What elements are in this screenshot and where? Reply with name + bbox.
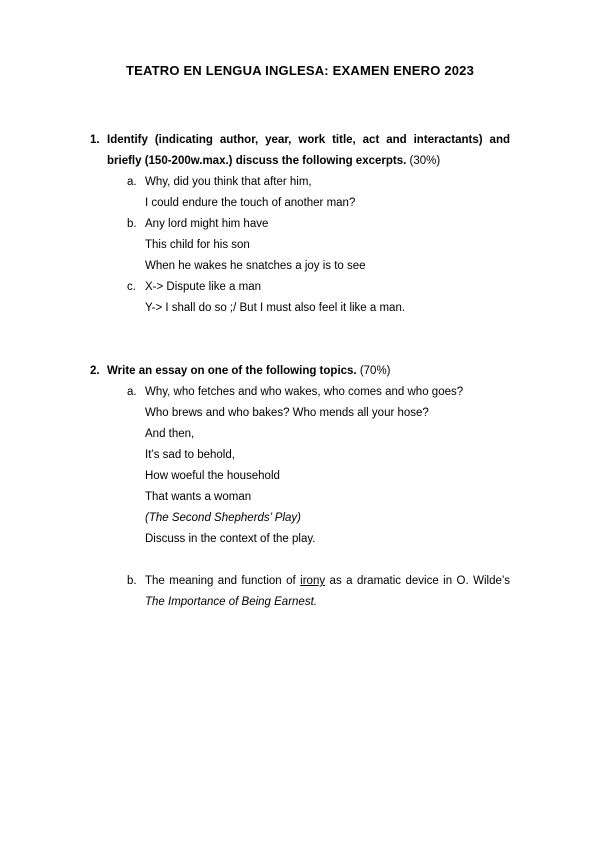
question-1 (90, 130, 510, 319)
question-2 (90, 361, 510, 613)
excerpt-line: Why, did you think that after him, (145, 176, 312, 188)
excerpt-a-content (145, 172, 510, 214)
question-1-prompt-line: Identify (indicating author, year, work title, act and interactants) and (107, 134, 510, 146)
topic-line: Why, who fetches and who wakes, who comes and who goes? (145, 386, 464, 398)
excerpt-a (127, 172, 510, 214)
topic-a-content (145, 382, 510, 550)
question-1-prompt-line (107, 151, 510, 172)
excerpt-c-label: c. (127, 281, 136, 293)
topic-a (127, 382, 510, 550)
question-1-excerpts (127, 172, 510, 319)
topic-b-label: b. (127, 575, 137, 587)
excerpt-c-content (145, 277, 510, 319)
topic-b (127, 571, 510, 613)
topic-b-underlined-word: irony (300, 575, 326, 587)
topic-line (145, 571, 510, 592)
question-2-number: 2. (90, 365, 100, 377)
topic-b-content (145, 571, 510, 613)
topic-line: Who brews and who bakes? Who mends all your hose? (145, 407, 429, 419)
question-1-prompt (107, 130, 510, 172)
topic-line: It’s sad to behold, (145, 449, 235, 461)
excerpt-line: X-> Dispute like a man (145, 281, 262, 293)
question-1-header (90, 130, 510, 172)
excerpt-b (127, 214, 510, 277)
question-2-weight: (70%) (359, 365, 391, 377)
topic-line: How woeful the household (145, 470, 280, 482)
excerpt-line: Any lord might him have (145, 218, 269, 230)
question-2-topics (127, 382, 510, 613)
excerpt-line: I could endure the touch of another man? (145, 197, 356, 209)
excerpt-a-label: a. (127, 176, 137, 188)
excerpt-line: Y-> I shall do so ;/ But I must also feel it like a man. (145, 302, 406, 314)
excerpt-line: When he wakes he snatches a joy is to see (145, 260, 366, 272)
question-1-number: 1. (90, 134, 100, 146)
excerpt-line: This child for his son (145, 239, 250, 251)
play-title-line: The Importance of Being Earnest. (145, 596, 317, 608)
excerpt-b-label: b. (127, 218, 137, 230)
question-1-prompt-text: briefly (150-200w.max.) discuss the following excerpts. (107, 155, 407, 167)
question-1-weight: (30%) (409, 155, 441, 167)
topic-line: That wants a woman (145, 491, 252, 503)
topic-a-label: a. (127, 386, 137, 398)
document-title: TEATRO EN LENGUA INGLESA: EXAMEN ENERO 2023 (125, 63, 475, 78)
play-title-line: (The Second Shepherds’ Play) (145, 512, 301, 524)
topic-b-text-before: The meaning and function of (145, 575, 296, 587)
question-2-prompt-line (107, 361, 510, 382)
topic-line: Discuss in the context of the play. (145, 533, 316, 545)
question-2-header (90, 361, 510, 382)
topic-line: And then, (145, 428, 195, 440)
question-2-prompt-text: Write an essay on one of the following topics. (107, 365, 357, 377)
topic-b-text-after: as a dramatic device in O. Wilde’s (329, 575, 510, 587)
question-2-prompt (107, 361, 510, 382)
excerpt-b-content (145, 214, 510, 277)
excerpt-c (127, 277, 510, 319)
